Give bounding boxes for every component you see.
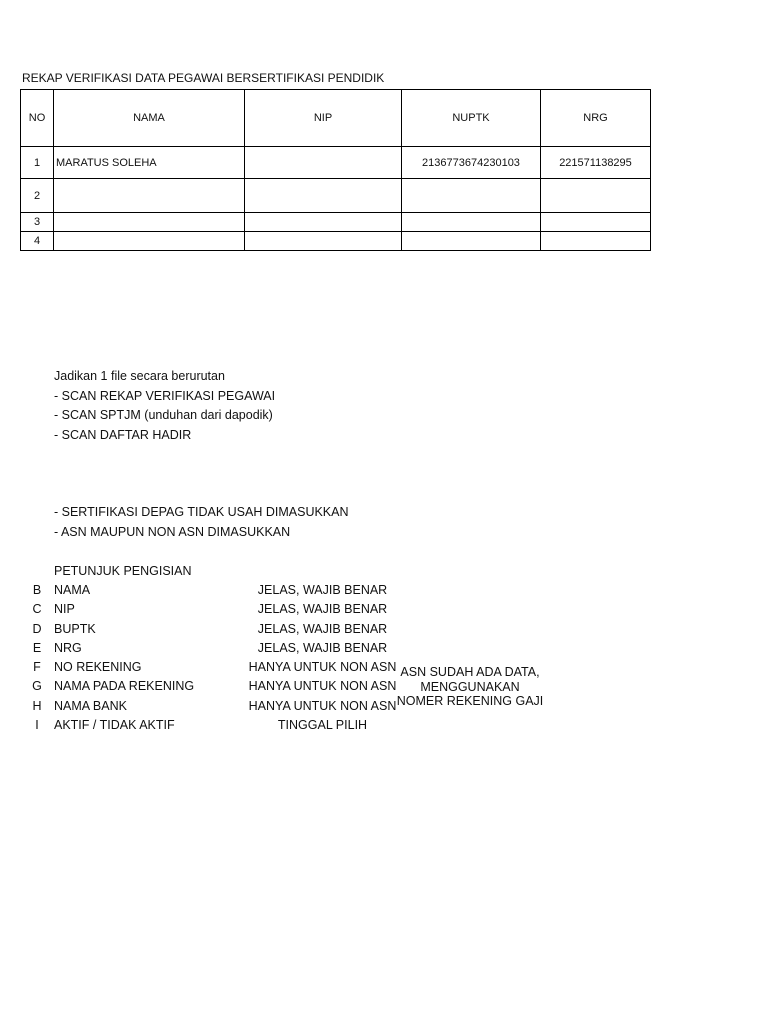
guide-row [0,697,768,716]
guide-letter: F [33,660,41,675]
header-nama: NAMA [54,90,245,147]
instruction-line: Jadikan 1 file secara berurutan [54,369,225,383]
cell-nuptk [402,213,541,232]
guide-rule: HANYA UNTUK NON ASN [248,698,397,713]
cell-nip [245,213,402,232]
guide-rule: HANYA UNTUK NON ASN [248,679,397,694]
cell-no: 2 [21,179,54,213]
instruction-line: - SCAN SPTJM (unduhan dari dapodik) [54,408,273,422]
guide-row [0,677,768,696]
cell-no: 3 [21,213,54,232]
guide-rule: JELAS, WAJIB BENAR [257,640,388,655]
header-nrg: NRG [541,90,651,147]
notes-list [54,503,349,542]
table-row [21,232,651,251]
guide-letter: C [32,602,42,617]
table-header-row [21,90,651,147]
guide-row [0,581,768,600]
guide-letter: D [32,621,42,636]
header-nip: NIP [245,90,402,147]
cell-nip [245,179,402,213]
guide-field: AKTIF / TIDAK AKTIF [54,718,175,733]
header-no: NO [21,90,54,147]
document-title: REKAP VERIFIKASI DATA PEGAWAI BERSERTIFIKASI PENDIDIK [22,71,385,85]
rekap-table [20,89,651,251]
cell-no: 4 [21,232,54,251]
guide-row [0,639,768,658]
guide-row [0,716,768,735]
guide-letter: B [32,583,42,597]
table-row [21,213,651,232]
cell-no: 1 [21,147,54,179]
cell-nrg [541,232,651,251]
cell-nuptk [402,179,541,213]
asn-note-line: NOMER REKENING GAJI [396,694,544,708]
instruction-line: - SCAN REKAP VERIFIKASI PEGAWAI [54,388,276,403]
cell-nrg [541,213,651,232]
guide-field: NIP [54,602,75,617]
asn-note [395,665,545,709]
note-line: - SERTIFIKASI DEPAG TIDAK USAH DIMASUKKAN [54,505,349,519]
guide-letter: I [35,718,39,733]
guide-row [0,658,768,677]
cell-nrg: 221571138295 [541,147,651,179]
guide-field: NO REKENING [54,660,142,675]
guide-list [0,581,768,735]
cell-nuptk [402,232,541,251]
guide-rule: JELAS, WAJIB BENAR [257,583,388,597]
guide-heading: PETUNJUK PENGISIAN [54,564,192,578]
cell-nama [54,232,245,251]
cell-nip [245,147,402,179]
note-line: - ASN MAUPUN NON ASN DIMASUKKAN [54,524,291,539]
asn-note-line: MENGGUNAKAN [420,679,520,694]
cell-nama [54,213,245,232]
cell-nuptk: 2136773674230103 [402,147,541,179]
instruction-list [54,367,275,445]
asn-note-line: ASN SUDAH ADA DATA, [400,665,540,679]
guide-letter: E [32,640,42,655]
guide-field: NAMA [54,583,91,597]
guide-row [0,620,768,639]
instruction-line: - SCAN DAFTAR HADIR [54,427,192,442]
cell-nrg [541,179,651,213]
guide-rule: HANYA UNTUK NON ASN [248,660,397,675]
guide-field: NAMA PADA REKENING [54,679,195,694]
cell-nip [245,232,402,251]
cell-nama [54,179,245,213]
table-row [21,179,651,213]
guide-field: NRG [54,640,82,655]
guide-rule: JELAS, WAJIB BENAR [257,602,388,617]
guide-rule: JELAS, WAJIB BENAR [257,621,388,636]
table-row [21,147,651,179]
guide-field: BUPTK [54,621,96,636]
guide-rule: TINGGAL PILIH [277,718,368,733]
guide-field: NAMA BANK [54,698,127,713]
cell-nama: MARATUS SOLEHA [54,147,245,179]
guide-letter: G [32,679,42,694]
guide-row [0,600,768,619]
guide-letter: H [32,698,42,713]
header-nuptk: NUPTK [402,90,541,147]
